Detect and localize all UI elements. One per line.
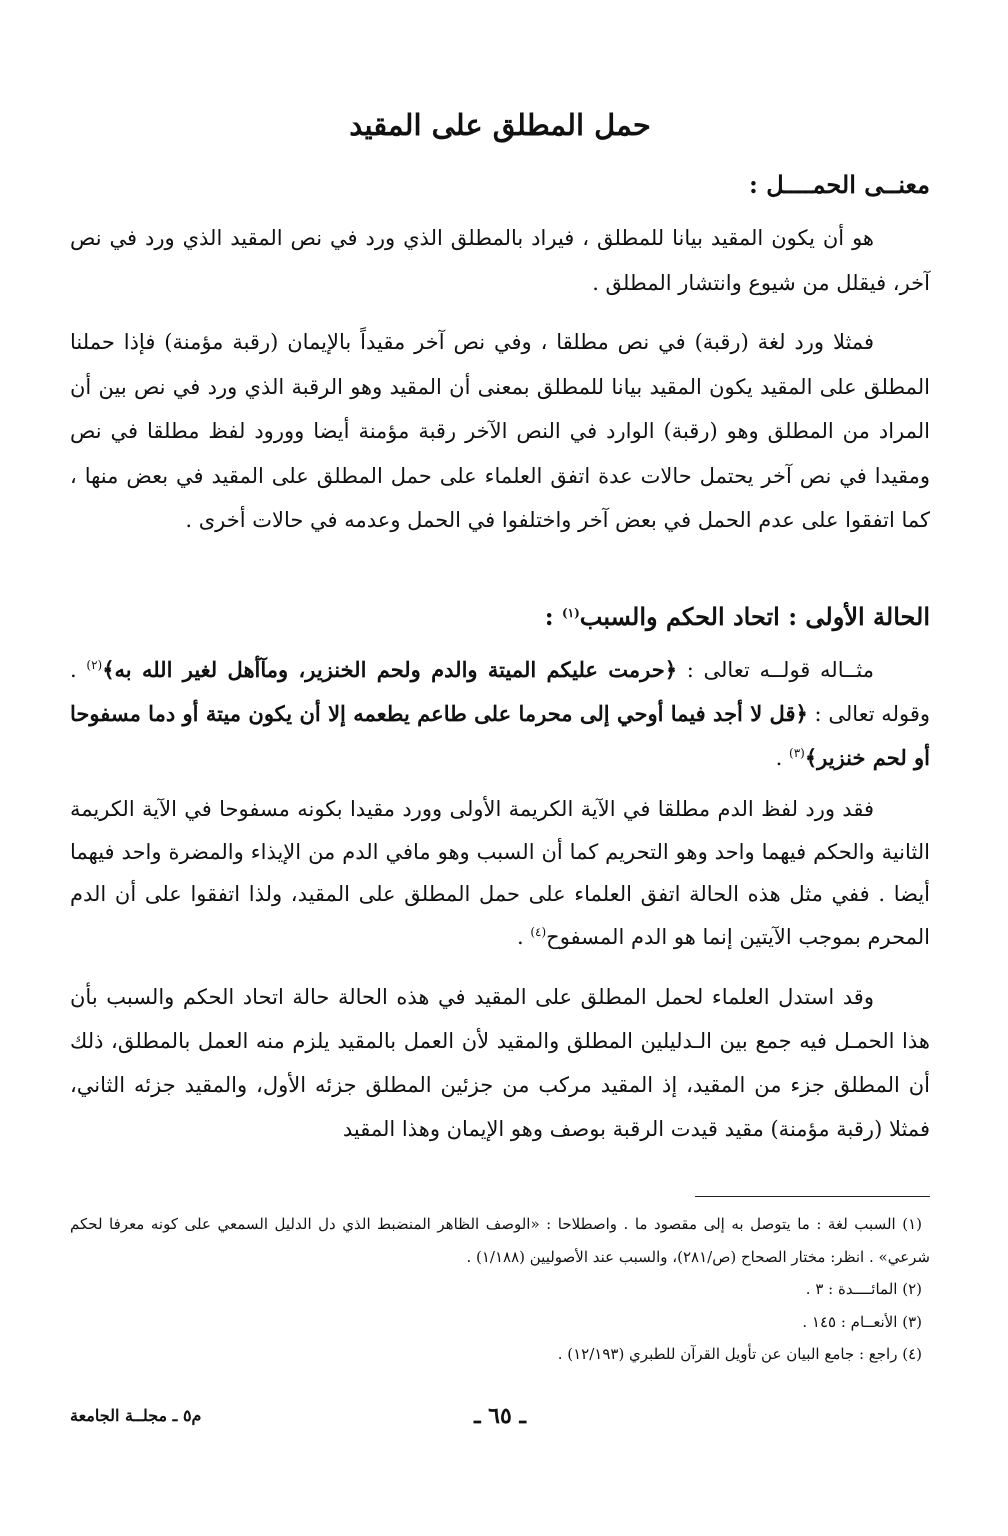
paragraph-scholars-proof: وقد استدل العلماء لحمل المطلق على المقيد في هذه الحالة حالة اتحاد الحكم والسبب بأن هذا الحمـل فيه جمع بين الـدليلين المطلق والمقيد لأن العمل بالمقيد يلزم منه العمل بالمطلق، ذلك أن المطلق جزء من المقيد، إذ المقيد مركب من جزئين المطلق جزئه الأول، والمقيد جزئه الثاني، فمثلا (رقبة مؤمنة) مقيد قيدت الرقبة بوصف وهو الإيمان وهذا المقيد <box>70 985 930 1141</box>
footnote-4: (٤) راجع : جامع البيان عن تأويل القرآن للطبري (١٢/١٩٣) . <box>557 1345 922 1363</box>
footnote-3: (٣) الأنعــام : ١٤٥ . <box>802 1312 922 1331</box>
paragraph-definition: هو أن يكون المقيد بيانا للمطلق ، فيراد بالمطلق الذي ورد في نص المقيد الذي ورد في نص آخر، فيقلل من شيوع وانتشار المطلق . <box>70 226 930 295</box>
footnote-ref-4: (٤) <box>530 924 547 939</box>
footnote-1: (١) السبب لغة : ما يتوصل به إلى مقصود ما . واصطلاحا : «الوصف الظاهر المنضبط الذي دل الدليل السمعي على كونه معرفا لحكم شرعي» . انظر: مختار الصحاح (ص/٢٨١)، والسبب عند الأصوليين (١/١٨٨) . <box>70 1215 930 1266</box>
footnote-ref-3: (٣) <box>789 746 805 760</box>
verse-2-end: . <box>775 746 789 770</box>
case-one-heading-text: الحالة الأولى : اتحاد الحكم والسبب <box>579 602 930 631</box>
paragraph-blood-ruling <box>70 788 930 958</box>
blood-ruling-text: فقد ورد لفظ الدم مطلقا في الآية الكريمة الأولى وورد مقيدا بكونه مسفوحا في الآية الكريمة الثانية والحكم فيهما واحد وهو التحريم كما أن السبب وهو مافي الدم من الإيذاء والمضرة واحد فيهما أيضا . ففي مثل هذه الحالة اتفق العلماء على حمل المطلق على المقيد، ولذا اتفقوا على أن الدم المحرم بموجب الآيتين إنما هو الدم المسفوح <box>70 797 930 949</box>
paragraph-example-raqaba: فمثلا ورد لغة (رقبة) في نص مطلقا ، وفي نص آخر مقيداً بالإيمان (رقبة مؤمنة) فإذا حملنا المطلق على المقيد يكون المقيد بيانا للمطلق بمعنى أن المقيد وهو الرقبة الذي ورد في نص بين أن المراد من المطلق وهو (رقبة) الوارد في النص الآخر رقبة مؤمنة أيضا وورود لفظ مطلقا في نص ومقيدا في نص آخر يحتمل حالات عدة اتفق العلماء على حمل المطلق على المقيد في بعض منها ، كما اتفقوا على عدم الحمل في بعض آخر واختلفوا في الحمل وعدمه في حالات أخرى . <box>70 330 930 533</box>
case-one-heading-colon: : <box>544 602 562 631</box>
and-his-saying: . وقوله تعالى : <box>70 658 930 726</box>
quran-verse-2: ﴿قل لا أجد فيما أوحي إلى محرما على طاعم يطعمه إلا أن يكون ميتة أو دما مسفوحا أو لحم خنزير﴾ <box>70 701 930 770</box>
section-heading-meaning: معنــى الحمــــل : <box>749 170 930 199</box>
journal-footer: م٥ ـ مجلــة الجامعة <box>70 1406 202 1425</box>
page-number: ـ ٦٥ ـ <box>474 1403 526 1429</box>
footnote-2: (٢) المائــــدة : ٣ . <box>805 1280 922 1298</box>
document-page <box>70 0 930 1536</box>
footnote-ref-2: (٢) <box>86 658 103 672</box>
footnotes-list <box>70 1208 930 1371</box>
footnote-ref-1: (١) <box>561 606 580 620</box>
blood-ruling-end: . <box>516 924 531 949</box>
footnote-separator <box>695 1196 930 1197</box>
example-intro: مثــاله قولــه تعالى : <box>677 658 874 682</box>
page-title: حمل المطلق على المقيد <box>349 108 651 142</box>
paragraph-verses <box>70 648 930 780</box>
quran-verse-1: ﴿حرمت عليكم الميتة والدم ولحم الخنزير، ومآأهل لغير الله به﴾ <box>102 657 678 682</box>
section-heading-case-one <box>545 602 930 631</box>
